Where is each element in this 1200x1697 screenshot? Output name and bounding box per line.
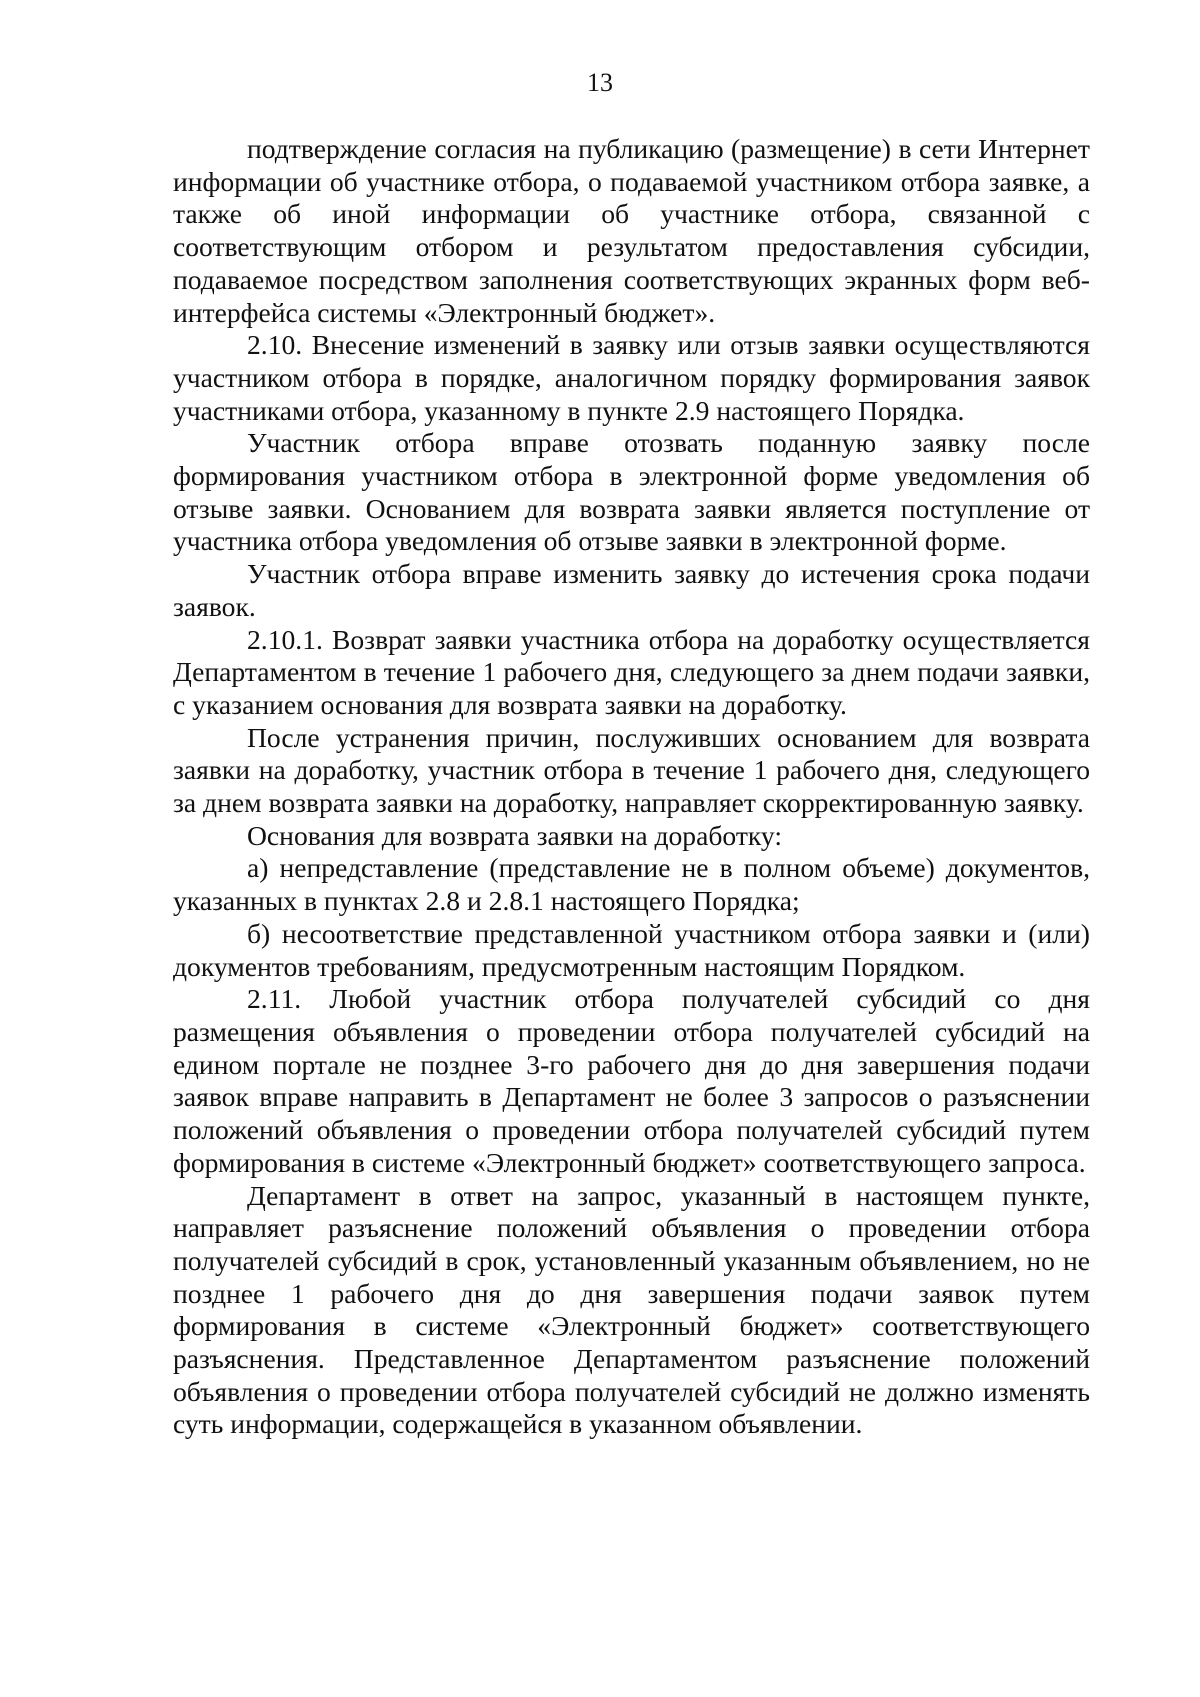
page-number: 13 [587,68,613,97]
paragraph-ground-b: б) несоответствие представленной участником отбора заявки и (или) документов требованиям, предусмотренным настоящим Порядком. [173,917,1090,982]
paragraph-withdraw-application: Участник отбора вправе отозвать поданную заявку после формирования участником отбора в электронной форме уведомления об отзыве заявки. Основанием для возврата заявки является поступление от участника отбора уведомления об отзыве заявки в электронной форме. [173,427,1090,557]
paragraph-2-11: 2.11. Любой участник отбора получателей субсидий со дня размещения объявления о проведении отбора получателей субсидий на едином портале не позднее 3-го рабочего дня до дня завершения подачи заявок вправе направить в Департамент не более 3 запросов о разъяснении положений объявления о проведении отбора получателей субсидий путем формирования в системе «Электронный бюджет» соответствующего запроса. [173,983,1090,1178]
paragraph-ground-a: а) непредставление (представление не в полном объеме) документов, указанных в пунктах 2.8 и 2.8.1 настоящего Порядка; [173,852,1090,917]
paragraph-2-10: 2.10. Внесение изменений в заявку или отзыв заявки осуществляются участником отбора в порядке, аналогичном порядку формирования заявок участниками отбора, указанному в пункте 2.9 настоящего Порядка. [173,329,1090,426]
paragraph-change-application: Участник отбора вправе изменить заявку до истечения срока подачи заявок. [173,558,1090,622]
paragraph-2-10-1: 2.10.1. Возврат заявки участника отбора на доработку осуществляется Департаментом в течение 1 рабочего дня, следующего за днем подачи заявки, с указанием основания для возврата заявки на доработку. [173,623,1090,720]
document-body [173,133,1090,1441]
paragraph-consent-continuation: подтверждение согласия на публикацию (размещение) в сети Интернет информации об участнике отбора, о подаваемой участником отбора заявке, а также об иной информации об участнике отбора, связанной с соответствующим отбором и результатом предоставления субсидии, подаваемое посредством заполнения соответствующих экранных форм веб-интерфейса системы «Электронный бюджет». [173,133,1090,328]
paragraph-department-response: Департамент в ответ на запрос, указанный в настоящем пункте, направляет разъяснение положений объявления о проведении отбора получателей субсидий в срок, установленный указанным объявлением, но не позднее 1 рабочего дня до дня завершения подачи заявок путем формирования в системе «Электронный бюджет» соответствующего разъяснения. Представленное Департаментом разъяснение положений объявления о проведении отбора получателей субсидий не должно изменять суть информации, содержащейся в указанном объявлении. [173,1179,1090,1440]
paragraph-return-grounds-heading: Основания для возврата заявки на доработку: [247,819,782,851]
paragraph-after-correction: После устранения причин, послуживших основанием для возврата заявки на доработку, участник отбора в течение 1 рабочего дня, следующего за днем возврата заявки на доработку, направляет скорректированную заявку. [173,721,1090,819]
